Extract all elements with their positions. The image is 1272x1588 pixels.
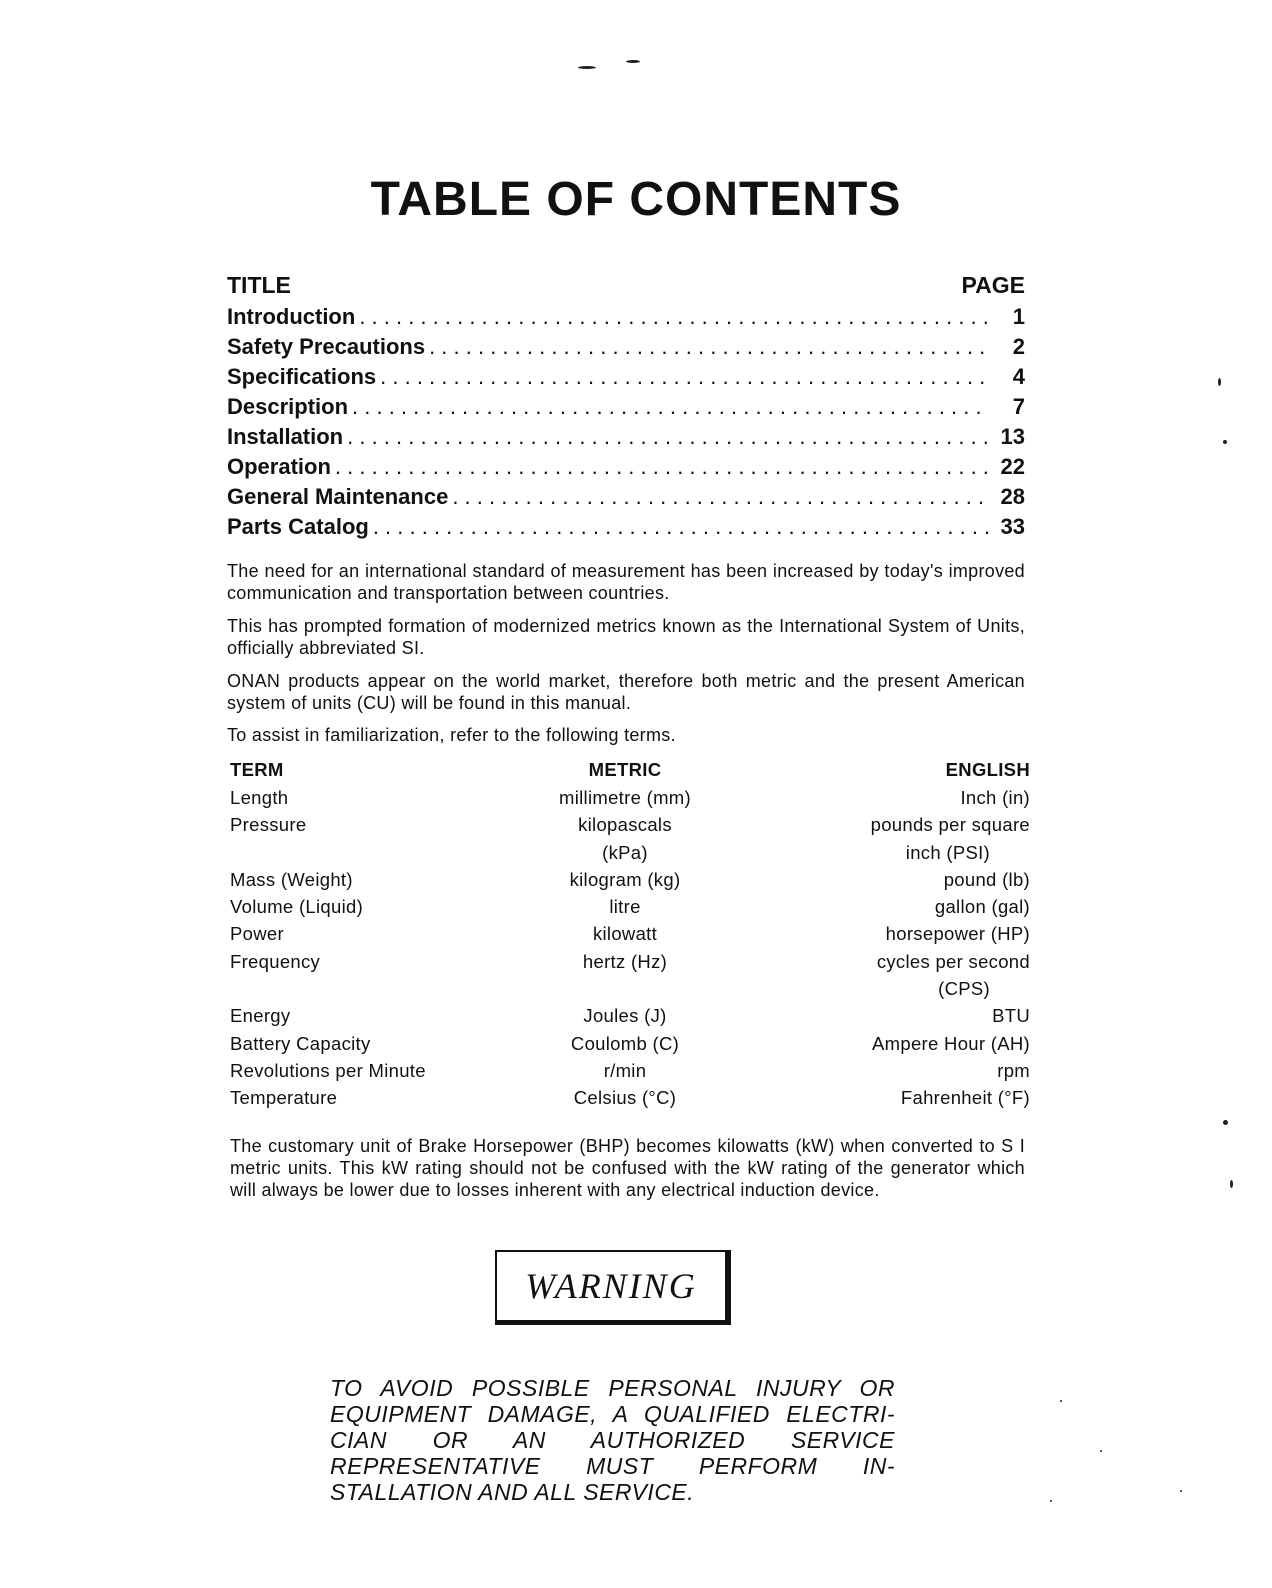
warning-heading: WARNING: [525, 1266, 697, 1306]
toc-entry-page: 22: [1000, 454, 1025, 479]
scan-speck: [1050, 1500, 1052, 1502]
warning-heading-box: [495, 1250, 731, 1325]
toc-header: [227, 272, 1025, 302]
english-cell: BTU: [992, 1005, 1030, 1027]
toc-leader-dots: [359, 302, 989, 332]
toc-entry: [227, 422, 1025, 452]
english-cell: Inch (in): [960, 787, 1030, 808]
scan-speck: [1218, 378, 1221, 386]
toc-leader-dots: [347, 422, 989, 452]
scan-speck: [1223, 440, 1227, 444]
toc-entry-page: 33: [1000, 514, 1025, 539]
term-cell: Revolutions per Minute: [230, 1059, 426, 1081]
toc-entry-page: 4: [1012, 364, 1025, 389]
table-row: [230, 948, 1030, 975]
units-table-header: [230, 756, 1030, 784]
metric-cell: Joules (J): [583, 1005, 667, 1027]
table-row: [230, 1002, 1030, 1029]
toc-entry: [227, 362, 1025, 392]
metric-cell: Celsius (°C): [573, 1087, 677, 1109]
term-cell: Energy: [230, 1005, 291, 1027]
table-row: [230, 1084, 1030, 1111]
toc-leader-dots: [429, 332, 989, 362]
scan-speck: [578, 66, 596, 69]
toc-entry: [227, 482, 1025, 512]
term-cell: Mass (Weight): [230, 868, 353, 890]
table-row: [230, 1030, 1030, 1057]
metric-cell: (kPa): [602, 841, 648, 863]
english-cell: pound (lb): [943, 868, 1030, 890]
scan-speck: [1060, 1400, 1062, 1402]
intro-paragraph: The need for an international standard of measurement has been increased by today's improved communication and transportation between countries.: [227, 561, 1025, 603]
term-cell: Volume (Liquid): [230, 896, 364, 918]
toc-entry-label: Operation: [227, 454, 331, 479]
english-cell: Ampere Hour (AH): [872, 1032, 1030, 1054]
scan-speck: [1230, 1180, 1233, 1188]
term-cell: Frequency: [230, 950, 321, 972]
toc-entry-label: Introduction: [227, 304, 356, 329]
term-cell: [230, 839, 530, 866]
english-cell: pounds per square: [870, 814, 1030, 836]
term-cell: Battery Capacity: [230, 1032, 371, 1054]
toc-title-column-header: TITLE: [227, 272, 291, 298]
table-row: [230, 784, 1030, 811]
toc-entry-page: 2: [1012, 334, 1025, 359]
english-cell: (CPS): [938, 978, 990, 1000]
table-row: [230, 893, 1030, 920]
toc-entry: [227, 332, 1025, 362]
table-of-contents: [227, 272, 1025, 542]
english-cell: horsepower (HP): [885, 923, 1030, 945]
toc-leader-dots: [335, 452, 989, 482]
toc-leader-dots: [373, 512, 989, 542]
term-cell: Pressure: [230, 814, 307, 836]
metric-cell: kilopascals: [578, 814, 672, 836]
metric-cell: kilowatt: [592, 923, 658, 945]
toc-entry: [227, 392, 1025, 422]
term-column-header: TERM: [230, 759, 284, 780]
metric-cell: r/min: [603, 1059, 647, 1081]
metric-cell: [530, 975, 720, 1002]
term-cell: Length: [230, 787, 289, 808]
toc-entry-label: Specifications: [227, 364, 377, 389]
scan-speck: [1100, 1450, 1102, 1452]
toc-entry: [227, 302, 1025, 332]
toc-entry-label: General Maintenance: [227, 484, 449, 509]
english-cell: Fahrenheit (°F): [900, 1087, 1030, 1109]
toc-entry-label: Installation: [227, 424, 344, 449]
scan-speck: [1180, 1490, 1182, 1492]
toc-entry-page: 13: [1000, 424, 1025, 449]
toc-leader-dots: [380, 362, 989, 392]
toc-leader-dots: [352, 392, 989, 422]
metric-cell: Coulomb (C): [570, 1032, 680, 1054]
toc-entry-label: Parts Catalog: [227, 514, 369, 539]
table-row: [230, 811, 1030, 838]
metric-cell: hertz (Hz): [582, 950, 668, 972]
metric-cell: litre: [609, 896, 641, 918]
term-cell: Temperature: [230, 1087, 338, 1109]
english-cell: gallon (gal): [934, 896, 1030, 918]
english-cell: rpm: [997, 1059, 1030, 1081]
term-cell: Power: [230, 923, 284, 945]
toc-entry-label: Safety Precautions: [227, 334, 426, 359]
table-row: [230, 1057, 1030, 1084]
toc-leader-dots: [452, 482, 989, 512]
term-cell: [230, 975, 530, 1002]
toc-entry-page: 1: [1012, 304, 1025, 329]
units-table: [230, 756, 1030, 1112]
english-cell: cycles per second: [876, 950, 1030, 972]
english-cell: inch (PSI): [905, 841, 990, 863]
warning-text: TO AVOID POSSIBLE PERSONAL INJURY OR EQUIPMENT DAMAGE, A QUALIFIED ELECTRI-CIAN OR AN AUTHORIZED SERVICE REPRESENTATIVE MUST PERFORM IN-STALLATION AND ALL SERVICE.: [330, 1375, 895, 1505]
metric-cell: kilogram (kg): [569, 868, 681, 890]
scan-speck: [1223, 1120, 1228, 1125]
metric-cell: millimetre (mm): [559, 787, 691, 808]
table-row: [230, 920, 1030, 947]
english-column-header: ENGLISH: [945, 759, 1030, 780]
bhp-note-paragraph: The customary unit of Brake Horsepower (BHP) becomes kilowatts (kW) when converted to S I metric units. This kW rating should not be confused with the kW rating of the generator which will always be lower due to losses inherent with any electrical induction device.: [230, 1136, 1025, 1200]
intro-paragraph: To assist in familiarization, refer to the following terms.: [227, 725, 676, 745]
table-row: [230, 866, 1030, 893]
toc-entry-page: 28: [1000, 484, 1025, 509]
table-row: [230, 839, 1030, 866]
toc-entry: [227, 512, 1025, 542]
toc-page-column-header: PAGE: [961, 272, 1025, 298]
intro-paragraph: ONAN products appear on the world market, therefore both metric and the present American system of units (CU) will be found in this manual.: [227, 671, 1025, 713]
table-row: [230, 975, 1030, 1002]
toc-entry-page: 7: [1012, 394, 1025, 419]
intro-paragraph: This has prompted formation of modernized metrics known as the International System of Units, officially abbreviated SI.: [227, 616, 1025, 658]
toc-entry: [227, 452, 1025, 482]
page-title: TABLE OF CONTENTS: [370, 173, 902, 226]
metric-column-header: METRIC: [588, 759, 662, 780]
toc-entry-label: Description: [227, 394, 349, 419]
scan-speck: [626, 60, 640, 63]
